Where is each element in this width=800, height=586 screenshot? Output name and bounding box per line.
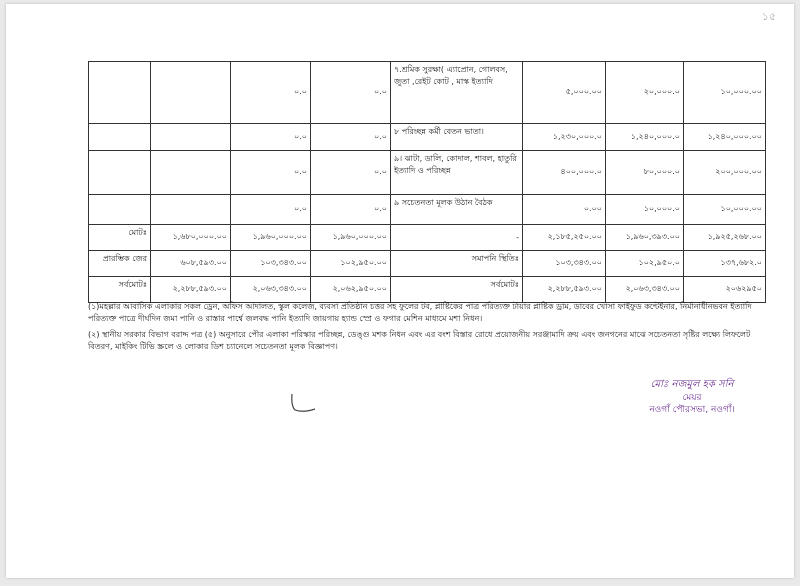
item-description: ৭.শ্রমিক সুরক্ষা( এ্যাপ্রোন, গোলবস, জুতা ,রেইট কোট , মাস্ক ইত্যাদি (391, 62, 523, 124)
table-cell: ১,২৪০,০০০.০০ (684, 124, 766, 151)
signatory-office: নওগাঁ পৌরসভা, নওগাঁ। (649, 404, 735, 415)
page-number: ১৫ (761, 10, 776, 23)
table-cell: ০.০ (311, 151, 391, 195)
table-cell (89, 195, 151, 225)
table-cell: ২০০,০০০.০০ (684, 151, 766, 195)
table-cell: ৬০৮,৫৯৩.০০ (151, 251, 231, 277)
grand-total-row (89, 277, 766, 303)
notes-section (88, 301, 768, 357)
table-row (89, 195, 766, 225)
row-label: সর্বমোটঃ (89, 277, 151, 303)
table-cell: ১০,০০০.০০ (684, 62, 766, 124)
table-cell: ২,০৬৩,৩৪৩.০০ (231, 277, 311, 303)
table-cell: ১,৯২৫,২৬৮.০০ (684, 225, 766, 251)
pen-mark (289, 392, 319, 414)
table-cell: ১০,০০০.০০ (684, 195, 766, 225)
table-cell: ০.০০ (523, 195, 606, 225)
table-cell: ১০,০০০.০ (606, 195, 684, 225)
mayor-signature (622, 378, 762, 416)
table-cell: ০.০ (311, 124, 391, 151)
document-page (6, 4, 794, 578)
table-row (89, 62, 766, 124)
table-cell: ১,৯৬০,০০০.০০ (231, 225, 311, 251)
table-cell: ৮০,০০০.০ (606, 151, 684, 195)
grand-total-label: সর্বমোটঃ (391, 277, 523, 303)
table-cell: ২,১৮৫,২৫০.০০ (523, 225, 606, 251)
signatory-name: মোঃ নজমুল হক সনি (650, 379, 734, 390)
table-cell: ২,২৮৮,৫৯৩.০০ (151, 277, 231, 303)
closing-balance-label: সমাপনি স্থিতিঃ (391, 251, 523, 277)
item-description: ৯ সচেতনতা মূলক উঠান বৈঠক (391, 195, 523, 225)
total-row (89, 225, 766, 251)
table-cell (151, 195, 231, 225)
opening-balance-row (89, 251, 766, 277)
table-cell: ০.০ (231, 124, 311, 151)
note-paragraph: (২) স্থানীয় সরকার বিভাগ বরাদ্দ পত্র (৫) অনুসারে পৌর এলাকা পরিস্কার পরিচ্ছন্ন, ডেঙ্গু মশক নিধন এবং এর বংশ বিস্তার রোধে প্রয়োজনীয় সরঞ্জামাদি ক্রয় এবং জনগনের মাঝে সচেতনতা সৃষ্টির লক্ষ্যে লিফলেট বিতরণ, মাইকিং টিভি স্ক্রলে ও লোকার ডিশ চ্যানেলে সচেতনতা মূলক বিজ্ঞাপণ। (88, 329, 751, 352)
table-cell: ১,৯৬০,৩৯৩.০০ (606, 225, 684, 251)
table-cell (151, 151, 231, 195)
table-cell (89, 151, 151, 195)
table-cell: ০.০ (231, 151, 311, 195)
table-cell: ৪০০,০০০.০ (523, 151, 606, 195)
table-cell (89, 62, 151, 124)
table-cell (151, 124, 231, 151)
table-cell: ০.০ (311, 195, 391, 225)
table-row (89, 151, 766, 195)
table-cell: ০.০ (231, 195, 311, 225)
table-cell: ১,৬৮০,০০০.০০ (151, 225, 231, 251)
table-cell (89, 124, 151, 151)
table-cell: ১০৩,৩৪৩.০০ (523, 251, 606, 277)
table-cell: ১৩৭,৬৮২.০ (684, 251, 766, 277)
table-cell: ১,৯৬০,০০০.০০ (311, 225, 391, 251)
table-cell: ০.০ (231, 62, 311, 124)
signatory-title: মেয়র (682, 392, 702, 403)
table-cell: ১০২,৯৫০.০০ (311, 251, 391, 277)
table-cell: ১,২৪০,০০০.০ (606, 124, 684, 151)
table-cell: ১,২৩০,০০০.০ (523, 124, 606, 151)
table-cell: ২,০৬৩,৩৪৩.০০ (606, 277, 684, 303)
table-row (89, 124, 766, 151)
table-cell: - (391, 225, 523, 251)
table-cell: ২০,০০০.০ (606, 62, 684, 124)
table-cell: ১০৩,৩৪৩.০০ (231, 251, 311, 277)
table-cell (151, 62, 231, 124)
row-label: প্রারম্ভিক জের (89, 251, 151, 277)
table-cell: ২,২৮৮,৫৯৩.০০ (523, 277, 606, 303)
table-cell: ২০৬২৯৫০ (684, 277, 766, 303)
item-description: ৮ পরিচ্ছন্ন কর্মী বেতন ভাতা। (391, 124, 523, 151)
table-cell: ২,০৬২,৯৫০.০০ (311, 277, 391, 303)
note-paragraph: (১)মহল্লার আবাসিক এলাকার সকল ড্রেন, অফিস আদালত, স্কুল কলেজ, ব্যবসা প্রতিষ্ঠান চত্তর সহ ফুলের টব, প্লাষ্টিকের পাত্র পরিত্যক্ত টায়ার প্লাষ্টিক ড্রাম, ডাবের খোসা ফাইফুড কন্টেইনার, নির্মানাধীনভবন ইত্যাদি পরিত্যক্ত পাত্রে দীর্ঘদিন জমা পানি ও রাস্তার পার্শ্বে জলবদ্ধ পানি ইত্যাদি জায়গায় হ্যান্ড স্প্রে ও ফগার মেশিন মাধ্যমে মশা নিধন। (88, 302, 752, 324)
item-description: ৯। ঝাটা, ডালি, কোদাল, শাবল, হাতুরি ইত্যাদি ও পরিচ্ছন্ন (391, 151, 523, 195)
table-cell: ৫,০০০.০০ (523, 62, 606, 124)
budget-table (88, 61, 766, 303)
row-label: মোটঃ (89, 225, 151, 251)
table-cell: ১০২,৯৫০.০ (606, 251, 684, 277)
table-cell: ০.০ (311, 62, 391, 124)
